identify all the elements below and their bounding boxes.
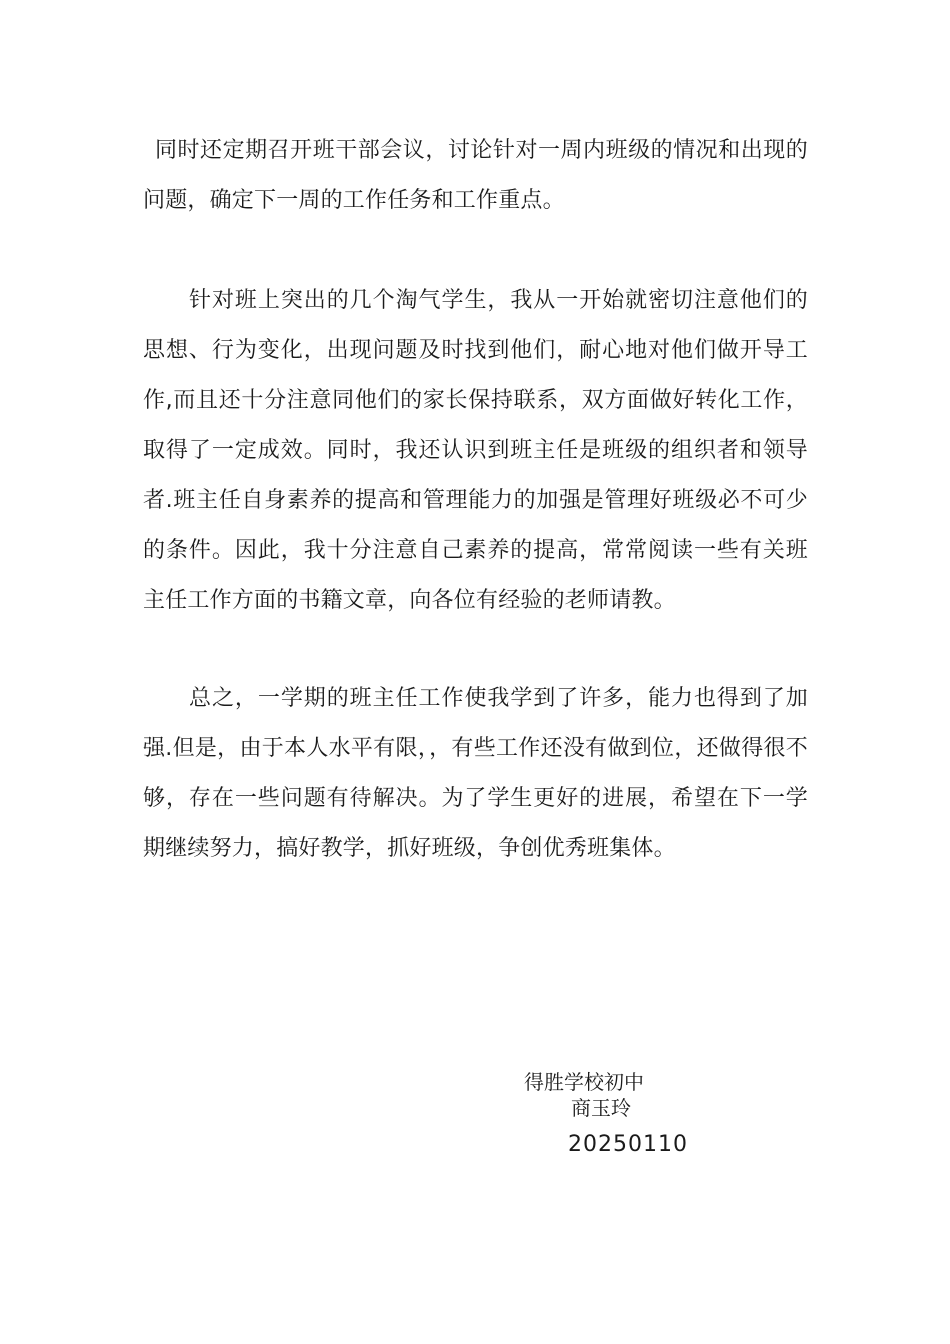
signature-date: 20250110 <box>568 1132 688 1157</box>
paragraph-naughty-students: 针对班上突出的几个淘气学生，我从一开始就密切注意他们的思想、行为变化，出现问题及时找到他们，耐心地对他们做开导工作,而且还十分注意同他们的家长保持联系，双方面做好转化工作，取得了一定成效。同时，我还认识到班主任是班级的组织者和领导者.班主任自身素养的提高和管理能力的加强是管理好班级必不可少的条件。因此，我十分注意自己素养的提高，常常阅读一些有关班主任工作方面的书籍文章，向各位有经验的老师请教。 <box>143 288 808 613</box>
signature-school: 得胜学校初中 <box>524 1070 644 1094</box>
signature-name: 商玉玲 <box>571 1096 631 1120</box>
conclusion-text-start: 总之，一学期的班主任工作使我学到了许多，能力也得到了加强.但是，由于本人 <box>143 686 808 761</box>
conclusion-text-end: ，，有些工作还没有做到位，还做得很不够，存在一些问题有待解决。为了学生更好的进展，希望在下一学期继续努力，搞好教学，抓好班级，争创优秀班集体。 <box>143 736 808 861</box>
conclusion-text-limited: 水平有限 <box>328 736 418 761</box>
paragraph-class-meetings: 同时还定期召开班干部会议，讨论针对一周内班级的情况和出现的问题，确定下一周的工作任务和工作重点。 <box>143 138 808 213</box>
paragraph-conclusion <box>143 674 808 874</box>
